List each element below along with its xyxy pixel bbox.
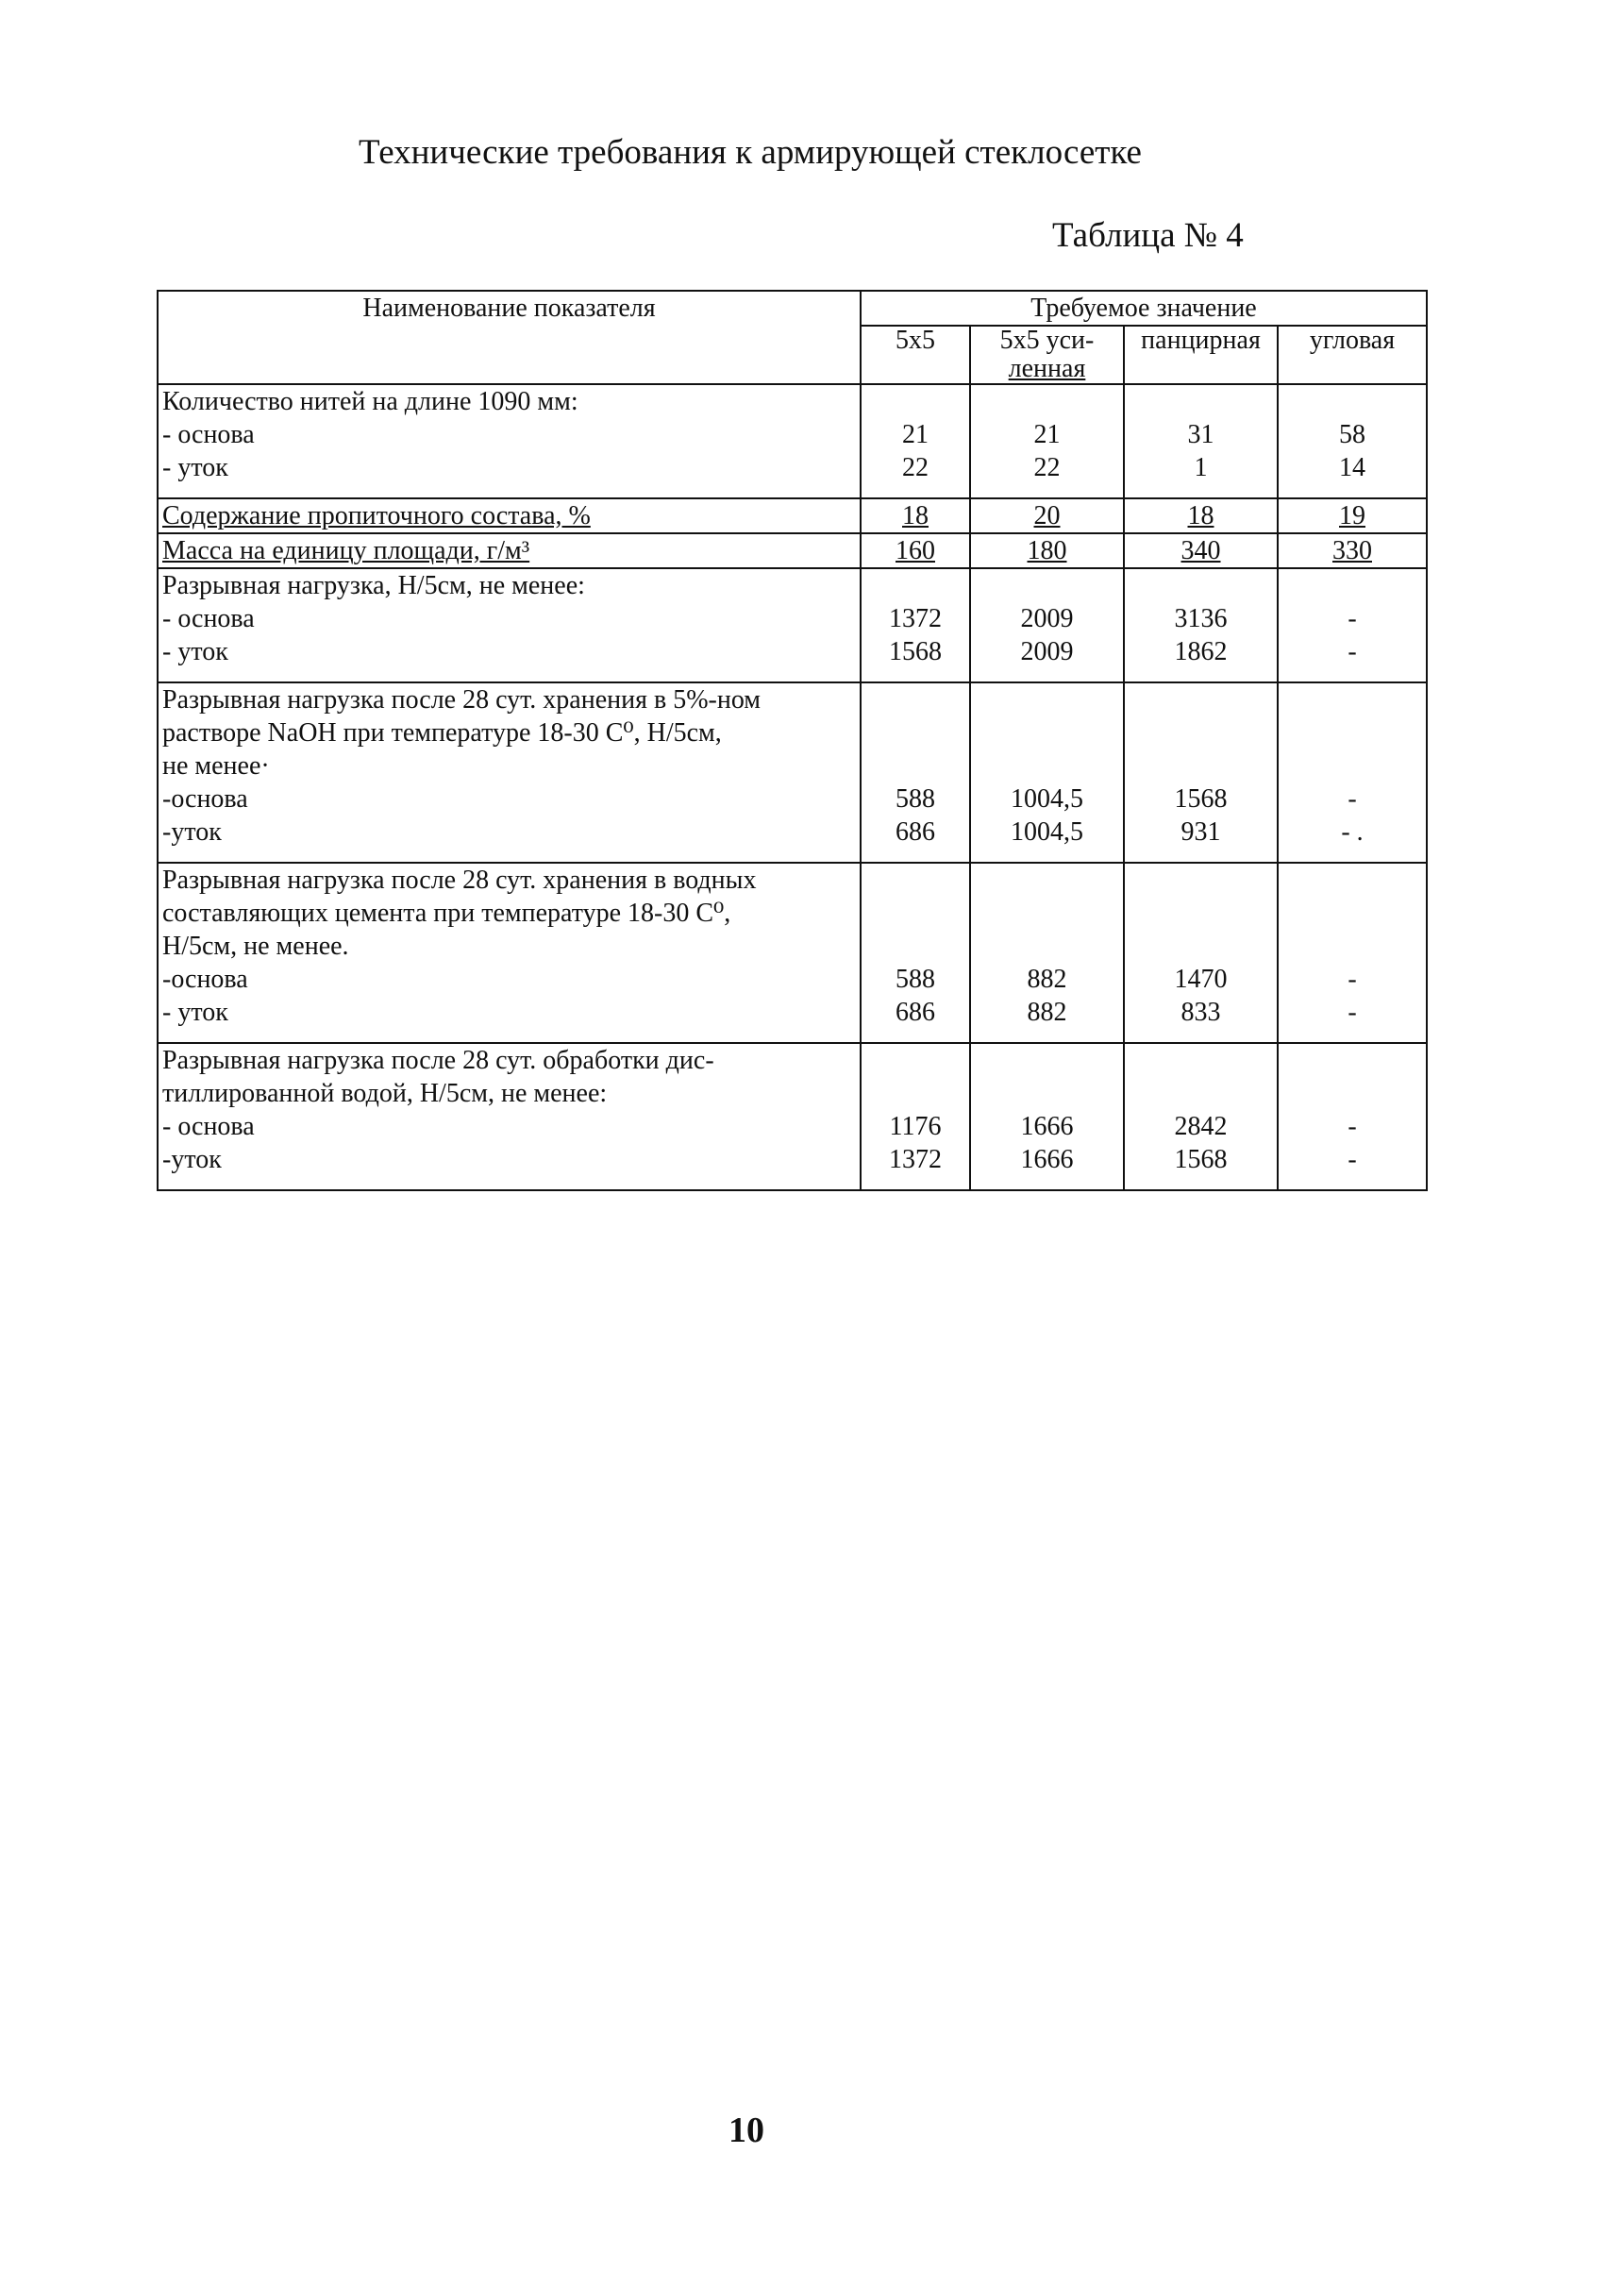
value-text: 588 — [896, 965, 935, 994]
value-cell — [1124, 1043, 1278, 1190]
parameter-row-label: -уток — [162, 817, 222, 847]
value-cell — [970, 568, 1124, 682]
spacer — [1282, 1044, 1422, 1077]
page-number: 10 — [728, 2111, 764, 2150]
spacer — [865, 683, 965, 716]
parameter-name-cell — [158, 682, 861, 863]
table-group-row — [158, 533, 1427, 568]
value-text: 1666 — [1020, 1145, 1074, 1174]
spacer — [1129, 930, 1273, 963]
value-text: 1176 — [889, 1112, 942, 1141]
table-caption: Таблица № 4 — [1052, 216, 1244, 255]
parameter-row-label: Масса на единицу площади, г/м³ — [162, 536, 530, 565]
spacer — [975, 385, 1119, 418]
value-cell — [970, 384, 1124, 498]
spacer — [1282, 1077, 1422, 1110]
value-text: 330 — [1332, 536, 1372, 565]
spacer — [975, 1077, 1119, 1110]
value-cell — [970, 533, 1124, 568]
parameter-title-line: Разрывная нагрузка после 28 сут. обработки дис- — [162, 1046, 714, 1075]
header-col-armored: панцирная — [1124, 326, 1278, 384]
spacer — [1129, 749, 1273, 782]
spacer — [975, 930, 1119, 963]
value-cell — [1278, 498, 1427, 533]
value-cell — [861, 863, 970, 1043]
parameter-name-cell — [158, 533, 861, 568]
header-col-corner: угловая — [1278, 326, 1427, 384]
value-text: 31 — [1187, 420, 1214, 449]
table-group-row — [158, 863, 1427, 1043]
parameter-title-line: составляющих цемента при температуре 18-30 С⁰, — [162, 899, 731, 928]
parameter-row-label: -уток — [162, 1145, 222, 1174]
value-cell — [1278, 384, 1427, 498]
value-text: 180 — [1027, 536, 1067, 565]
spacer — [865, 749, 965, 782]
spacer — [1129, 385, 1273, 418]
value-cell — [861, 384, 970, 498]
value-text: 1470 — [1174, 965, 1228, 994]
spacer — [1129, 897, 1273, 930]
value-text: 1004,5 — [1011, 817, 1083, 847]
value-cell — [970, 1043, 1124, 1190]
document-title: Технические требования к армирующей стеклосетке — [359, 133, 1142, 172]
value-text: 22 — [902, 453, 929, 482]
table-group-row — [158, 498, 1427, 533]
value-text: 22 — [1033, 453, 1061, 482]
parameter-name-cell — [158, 384, 861, 498]
value-cell — [1278, 533, 1427, 568]
value-text: - — [1348, 637, 1357, 666]
value-text: - . — [1341, 817, 1364, 847]
value-text: 18 — [902, 501, 929, 530]
spacer — [865, 864, 965, 897]
parameter-row-label: - основа — [162, 604, 255, 633]
value-text: 686 — [896, 817, 935, 847]
value-text: - — [1348, 965, 1357, 994]
value-text: 1568 — [1174, 1145, 1228, 1174]
value-text: 1862 — [1174, 637, 1228, 666]
table-group-row — [158, 1043, 1427, 1190]
value-cell — [1124, 384, 1278, 498]
spacer — [975, 716, 1119, 749]
value-text: 1 — [1194, 453, 1208, 482]
value-cell — [970, 863, 1124, 1043]
parameter-name-cell — [158, 863, 861, 1043]
value-text: 686 — [896, 998, 935, 1027]
value-text: 19 — [1339, 501, 1365, 530]
parameter-title-line: Разрывная нагрузка, Н/5см, не менее: — [162, 571, 585, 600]
header-required-value: Требуемое значение — [861, 291, 1427, 326]
spacer — [1282, 716, 1422, 749]
value-text: 1004,5 — [1011, 784, 1083, 814]
parameter-name-cell — [158, 568, 861, 682]
parameter-row-label: -основа — [162, 784, 248, 814]
value-cell — [1278, 568, 1427, 682]
value-cell — [861, 568, 970, 682]
spacer — [865, 716, 965, 749]
value-text: 1666 — [1020, 1112, 1074, 1141]
value-cell — [861, 1043, 970, 1190]
spacer — [1129, 569, 1273, 602]
spacer — [1282, 749, 1422, 782]
value-text: 882 — [1027, 998, 1067, 1027]
value-text: 1568 — [1174, 784, 1228, 814]
value-cell — [861, 682, 970, 863]
table-group-row — [158, 568, 1427, 682]
value-text: 588 — [896, 784, 935, 814]
value-cell — [861, 533, 970, 568]
spacer — [865, 1077, 965, 1110]
spacer — [865, 930, 965, 963]
spacer — [1282, 683, 1422, 716]
spacer — [1282, 930, 1422, 963]
value-cell — [1124, 568, 1278, 682]
parameter-row-label: -основа — [162, 965, 248, 994]
parameter-row-label: - основа — [162, 1112, 255, 1141]
value-text: 20 — [1033, 501, 1061, 530]
value-cell — [1124, 533, 1278, 568]
value-text: 2009 — [1020, 604, 1074, 633]
header-col-5x5-reinforced-line1: 5х5 уси- — [999, 326, 1095, 355]
parameter-row-label: - уток — [162, 637, 228, 666]
parameter-name-cell — [158, 1043, 861, 1190]
spacer — [865, 385, 965, 418]
spacer — [1129, 1077, 1273, 1110]
value-cell — [1124, 863, 1278, 1043]
spacer — [1129, 864, 1273, 897]
parameter-row-label: - уток — [162, 453, 228, 482]
header-col-5x5-reinforced-line2: ленная — [1008, 354, 1086, 383]
table-group-row — [158, 682, 1427, 863]
parameter-title-line: растворе NaOH при температуре 18-30 С⁰, Н/5см, — [162, 718, 722, 748]
table-group-row — [158, 384, 1427, 498]
parameter-title-line: Разрывная нагрузка после 28 сут. хранения в 5%-ном — [162, 685, 762, 715]
value-text: 58 — [1339, 420, 1365, 449]
value-text: 2009 — [1020, 637, 1074, 666]
header-col-5x5: 5х5 — [861, 326, 970, 384]
value-cell — [1278, 682, 1427, 863]
spacer — [1282, 864, 1422, 897]
spacer — [975, 864, 1119, 897]
value-text: 882 — [1027, 965, 1067, 994]
value-text: 1372 — [889, 604, 942, 633]
value-text: 21 — [902, 420, 929, 449]
value-text: 14 — [1339, 453, 1365, 482]
value-text: - — [1348, 1145, 1357, 1174]
parameter-title-line: тиллированной водой, Н/5см, не менее: — [162, 1079, 608, 1108]
value-cell — [970, 682, 1124, 863]
spacer — [865, 1044, 965, 1077]
requirements-table — [157, 290, 1428, 1191]
spacer — [975, 1044, 1119, 1077]
spacer — [1129, 1044, 1273, 1077]
value-text: 1372 — [889, 1145, 942, 1174]
value-text: 160 — [896, 536, 935, 565]
value-text: - — [1348, 604, 1357, 633]
value-text: - — [1348, 998, 1357, 1027]
value-cell — [1124, 498, 1278, 533]
header-parameter-name: Наименование показателя — [158, 291, 861, 384]
parameter-row-label: - уток — [162, 998, 228, 1027]
parameter-title-line: Количество нитей на длине 1090 мм: — [162, 387, 578, 416]
value-cell — [1278, 1043, 1427, 1190]
header-col-5x5-reinforced — [970, 326, 1124, 384]
spacer — [975, 569, 1119, 602]
parameter-row-label: Содержание пропиточного состава, % — [162, 501, 591, 530]
spacer — [1129, 683, 1273, 716]
parameter-row-label: - основа — [162, 420, 255, 449]
value-cell — [1278, 863, 1427, 1043]
value-text: 18 — [1187, 501, 1214, 530]
spacer — [1282, 897, 1422, 930]
spacer — [975, 897, 1119, 930]
spacer — [865, 569, 965, 602]
value-cell — [1124, 682, 1278, 863]
value-text: 931 — [1180, 817, 1221, 847]
value-text: 1568 — [889, 637, 942, 666]
spacer — [975, 749, 1119, 782]
spacer — [1282, 569, 1422, 602]
value-text: 833 — [1180, 998, 1221, 1027]
value-cell — [861, 498, 970, 533]
value-text: - — [1348, 1112, 1357, 1141]
parameter-title-line: Разрывная нагрузка после 28 сут. хранения в водных — [162, 866, 757, 895]
spacer — [1129, 716, 1273, 749]
spacer — [1282, 385, 1422, 418]
parameter-name-cell — [158, 498, 861, 533]
parameter-title-line: не менее· — [162, 751, 270, 781]
spacer — [975, 683, 1119, 716]
value-text: 3136 — [1174, 604, 1228, 633]
value-text: 2842 — [1174, 1112, 1228, 1141]
value-cell — [970, 498, 1124, 533]
parameter-title-line: Н/5см, не менее. — [162, 932, 349, 961]
spacer — [865, 897, 965, 930]
value-text: - — [1348, 784, 1357, 814]
value-text: 340 — [1180, 536, 1221, 565]
value-text: 21 — [1033, 420, 1061, 449]
